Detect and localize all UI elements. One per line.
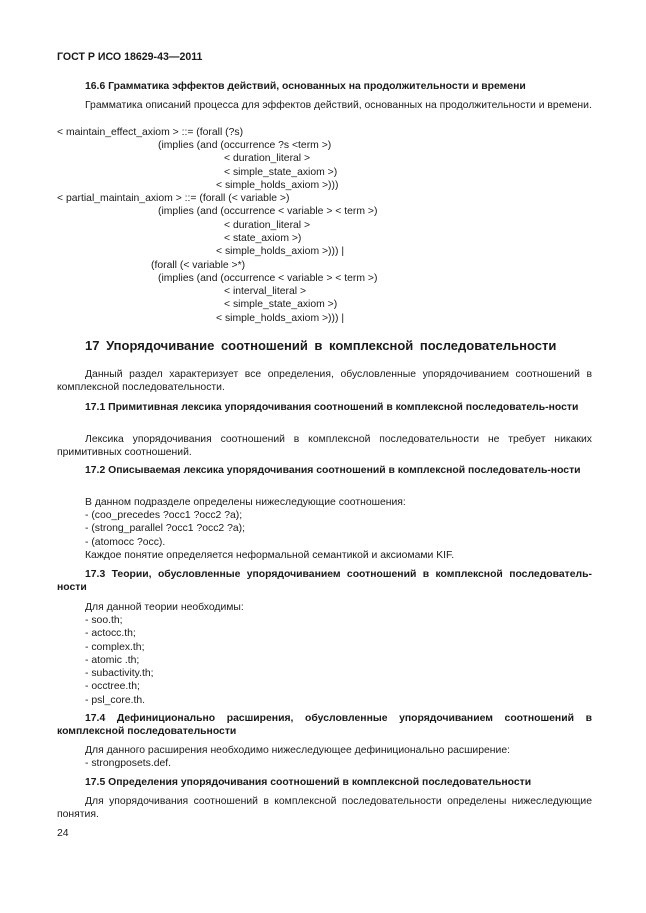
list-item: - complex.th; <box>85 642 145 653</box>
section-17-1-text <box>57 433 592 460</box>
document-header: ГОСТ Р ИСО 18629-43—2011 <box>57 51 203 63</box>
grammar-line: < simple_state_axiom >) <box>224 167 338 178</box>
grammar-line: < maintain_effect_axiom > ::= (forall (?s) <box>57 127 244 138</box>
section-17-2-heading <box>57 464 592 477</box>
list-item: - (atomocc ?occ). <box>85 537 166 548</box>
section-17-3-heading-text: 17.3 Теории, обусловленные упорядочиванием соотношений в комплексной последователь-ности <box>57 569 592 594</box>
grammar-line: < simple_holds_axiom >))) <box>216 180 339 191</box>
section-17-5-text-body: Для упорядочивания соотношений в комплексной последовательности определены нижеследующие понятия. <box>57 796 592 821</box>
section-17-5-text <box>57 795 592 822</box>
grammar-line: (implies (and (occurrence ?s <term >) <box>158 140 332 151</box>
list-item: - atomic .th; <box>85 655 140 666</box>
page-number: 24 <box>57 828 69 839</box>
section-17-4-heading <box>57 712 592 739</box>
section-17-2-note: Каждое понятие определяется неформальной семантикой и аксиомами KIF. <box>85 550 455 561</box>
list-item: - (strong_parallel ?occ1 ?occ2 ?a); <box>85 523 245 534</box>
section-17-2-intro: В данном подразделе определены нижеследующие соотношения: <box>85 497 406 508</box>
section-17-1-heading <box>57 401 592 414</box>
section-17-5-heading: 17.5 Определения упорядочивания соотношений в комплексной последовательности <box>85 777 532 788</box>
grammar-line: (implies (and (occurrence < variable > < term >) <box>158 206 378 217</box>
grammar-line: < partial_maintain_axiom > ::= (forall (< variable >) <box>57 193 290 204</box>
section-17-intro <box>57 368 592 395</box>
grammar-line: < duration_literal > <box>224 153 311 164</box>
section-16-6-heading: 16.6 Грамматика эффектов действий, основанных на продолжительности и времени <box>85 81 526 92</box>
section-17-heading: 17 Упорядочивание соотношений в комплексной последовательности <box>85 338 557 353</box>
list-item: - occtree.th; <box>85 681 140 692</box>
grammar-line: (implies (and (occurrence < variable > < term >) <box>158 273 378 284</box>
grammar-line: < simple_state_axiom >) <box>224 299 338 310</box>
grammar-line: < duration_literal > <box>224 220 311 231</box>
list-item: - soo.th; <box>85 615 123 626</box>
section-17-3-intro: Для данной теории необходимы: <box>85 602 244 613</box>
grammar-line: < interval_literal > <box>224 286 307 297</box>
section-17-1-heading-text: 17.1 Примитивная лексика упорядочивания соотношений в комплексной последователь-ности <box>85 402 579 413</box>
section-17-intro-text: Данный раздел характеризует все определения, обусловленные упорядочиванием соотношений в комплексной последовательности. <box>57 369 592 394</box>
grammar-line: < simple_holds_axiom >))) | <box>216 313 345 324</box>
grammar-line: (forall (< variable >*) <box>151 260 246 271</box>
list-item: - psl_core.th. <box>85 695 146 706</box>
grammar-line: < simple_holds_axiom >))) | <box>216 246 345 257</box>
grammar-line: < state_axiom >) <box>224 233 302 244</box>
section-17-2-heading-text: 17.2 Описываемая лексика упорядочивания соотношений в комплексной последователь-ности <box>85 465 581 476</box>
section-17-3-heading <box>57 568 592 595</box>
section-16-6-intro <box>57 99 592 112</box>
list-item: - (coo_precedes ?occ1 ?occ2 ?a); <box>85 510 243 521</box>
list-item: - subactivity.th; <box>85 668 154 679</box>
section-17-4-text: Для данного расширения необходимо нижеследующее дефиниционально расширение: <box>85 745 510 756</box>
list-item: - actocc.th; <box>85 628 136 639</box>
section-17-1-text-body: Лексика упорядочивания соотношений в комплексной последовательности не требует никаких примитивных соотношений. <box>57 434 592 459</box>
section-17-4-heading-text: 17.4 Дефиниционально расширения, обусловленные упорядочиванием соотношений в комплексной последовательности <box>57 713 592 738</box>
list-item: - strongposets.def. <box>85 758 172 769</box>
section-16-6-intro-text: Грамматика описаний процесса для эффектов действий, основанных на продолжительности и времени. <box>85 100 592 111</box>
